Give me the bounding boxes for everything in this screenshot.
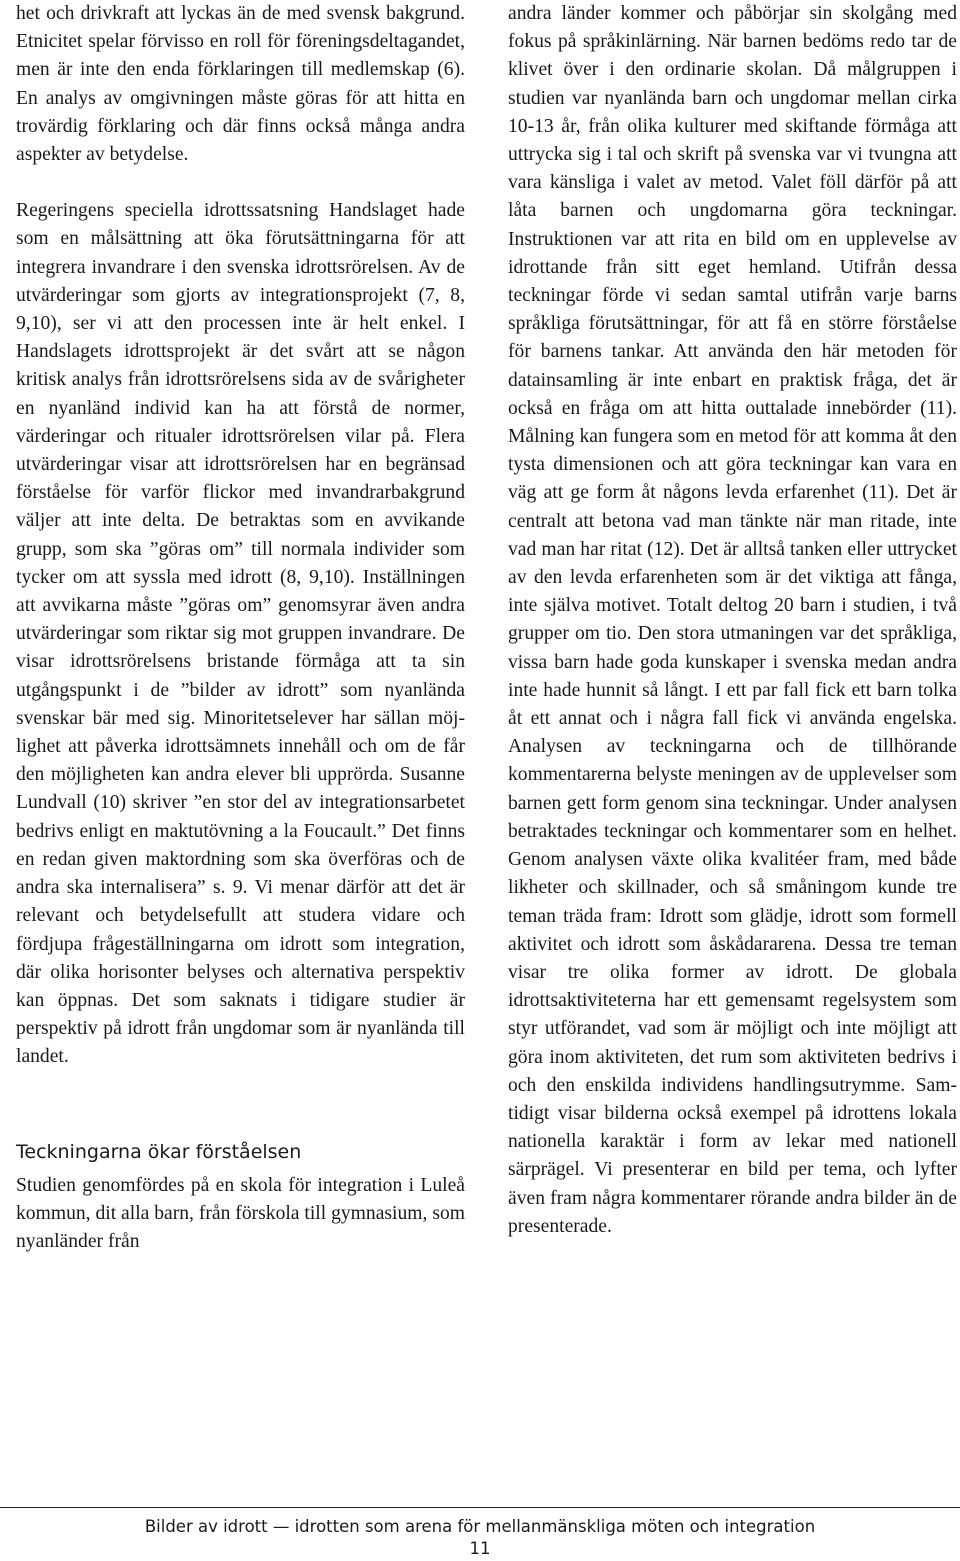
footer-title: Bilder av idrott — idrotten som arena för mellanmänskliga möten och integration xyxy=(144,1517,816,1536)
left-paragraph-3: Studien genomfördes på en skola för integration i Luleå kommun, dit alla barn, från förskola till gymnasium, som nyanländer från xyxy=(16,1174,465,1252)
left-column xyxy=(16,0,465,1256)
left-paragraph-1: het och drivkraft att lyckas än de med svensk bakgrund. Etnicitet spelar förvisso en roll för föreningsdeltagandet, men är inte den enda förklaringen till medlemskap (6). En analys av omgivningen måste göras för att hitta en trovärdig förklaring och där finns också många andra aspekter av betydelse. xyxy=(16,3,465,166)
left-paragraph-2: Regeringens speciella idrottssatsning Handslaget hade som en målsättning att öka förutsättningarna för att integrera invandrare i den svenska idrottsrörelsen. Av de utvärderingar som gjorts av integrationsprojekt (7, 8, 9,10), ser vi att den processen inte är helt enkel. I Handslagets idrottsprojekt är det svårt att se någon kritisk analys från idrottsrörelsens sida av de svårigheter en nyanländ individ kan ha att förstå de normer, värderingar och ritualer idrottsrörelsen vilar på. Flera utvärderingar visar att idrottsrörelsen har en begränsad förståelse för varför flickor med invandrarbakgrund väljer att inte delta. De betraktas som en avvikande grupp, som ska ”göras om” till normala individer som tycker om att syssla med idrott (8, 9,10). Inställningen att avvikarna måste ”göras om” genomsyrar även andra utvärderingar som riktar sig mot gruppen invandrare. De visar idrottsrörelsens bristande förmåga att ta sin utgångspunkt i de ”bilder av idrott” som nyanlända svenskar bär med sig. Minoritetselever har sällan möjlighet att påverka idrottsämnets innehåll och om de får den möjligheten kan andra elever bli upprörda. Susanne Lundvall (10) skriver ”en stor del av integrationsarbetet bedrivs enligt en maktutövning a la Foucault.” Det finns en redan given maktordning som ska överföras och de andra ska internalisera” s. 9. Vi menar därför att det är relevant och betydelsefullt att studera vidare och fördjupa frågeställningarna om idrott som integration, där olika horisonter belyses och alternativa perspektiv kan öppnas. Det som saknats i tidigare studier är perspektiv på idrott från ungdomar som är nyanlända till landet. xyxy=(16,200,465,1068)
right-column xyxy=(508,0,957,1241)
footer-divider xyxy=(0,1507,960,1508)
section-heading: Teckningarna ökar förståelsen xyxy=(16,1140,302,1163)
page-number: 11 xyxy=(469,1539,491,1558)
right-paragraph-1: andra länder kommer och påbörjar sin skolgång med fokus på språkinlärning. När barnen bedöms redo tar de klivet över i den ordinarie skolan. Då målgruppen i studien var nyanlända barn och ungdomar mellan cirka 10-13 år, från olika kulturer med skiftande förmåga att uttrycka sig i tal och skrift på svenska var vi tvungna att vara känsliga i valet av metod. Valet föll därför på att låta barnen och ungdomarna göra teckningar. Instruktionen var att rita en bild om en upplevelse av idrottande från sitt eget hemland. Utifrån dessa teckningar förde vi sedan samtal utifrån varje barns språkliga förutsättningar, för att få en större förståelse för barnens tankar. Att använda den här metoden för datainsamling är inte enbart en praktisk fråga, det är också en fråga om att hitta outtalade innebörder (11). Målning kan fungera som en metod för att komma åt den tysta dimensionen och att göra teckningar kan vara en väg att ge form åt någons levda erfarenhet (11). Det är centralt att betona vad man tänkte när man ritade, inte vad man har ritat (12). Det är alltså tanken eller uttrycket av den levda erfarenheten som är det viktiga att fånga, inte själva motivet. Totalt deltog 20 barn i studien, i två grupper om tio. Den stora utmaningen var det språkliga, vissa barn hade goda kunskaper i svenska medan andra inte hade hunnit så långt. I ett par fall fick ett barn tolka åt ett annat och i några fall fick vi använda engelska. Analysen av teckningarna och de tillhörande kommentarerna belyste meningen av de upplevelser som barnen gett form genom sina teckningar. Under analysen betraktades teckningar och kommentarer som en helhet. Genom analysen växte olika kvalitéer fram, med både likheter och skillnader, och så småningom kunde tre teman träda fram: Idrott som glädje, idrott som formell aktivitet och idrott som åskådararena. Dessa tre teman visar tre olika former av idrott. De globala idrottsaktiviteterna har ett gemensamt regelsystem som styr utförandet, vad som är möjligt och inte möjligt att göra inom aktiviteten, det rum som aktiviteten bedrivs i och den enskilda individens handlingsutrymme. Samtidigt visar bilderna också exempel på idrottens lokala nationella karaktär i form av lekar med nationell särprägel. Vi presenterar en bild per tema, och lyfter även fram några kommentarer rörande andra bilder än de presenterade. xyxy=(508,3,957,1237)
